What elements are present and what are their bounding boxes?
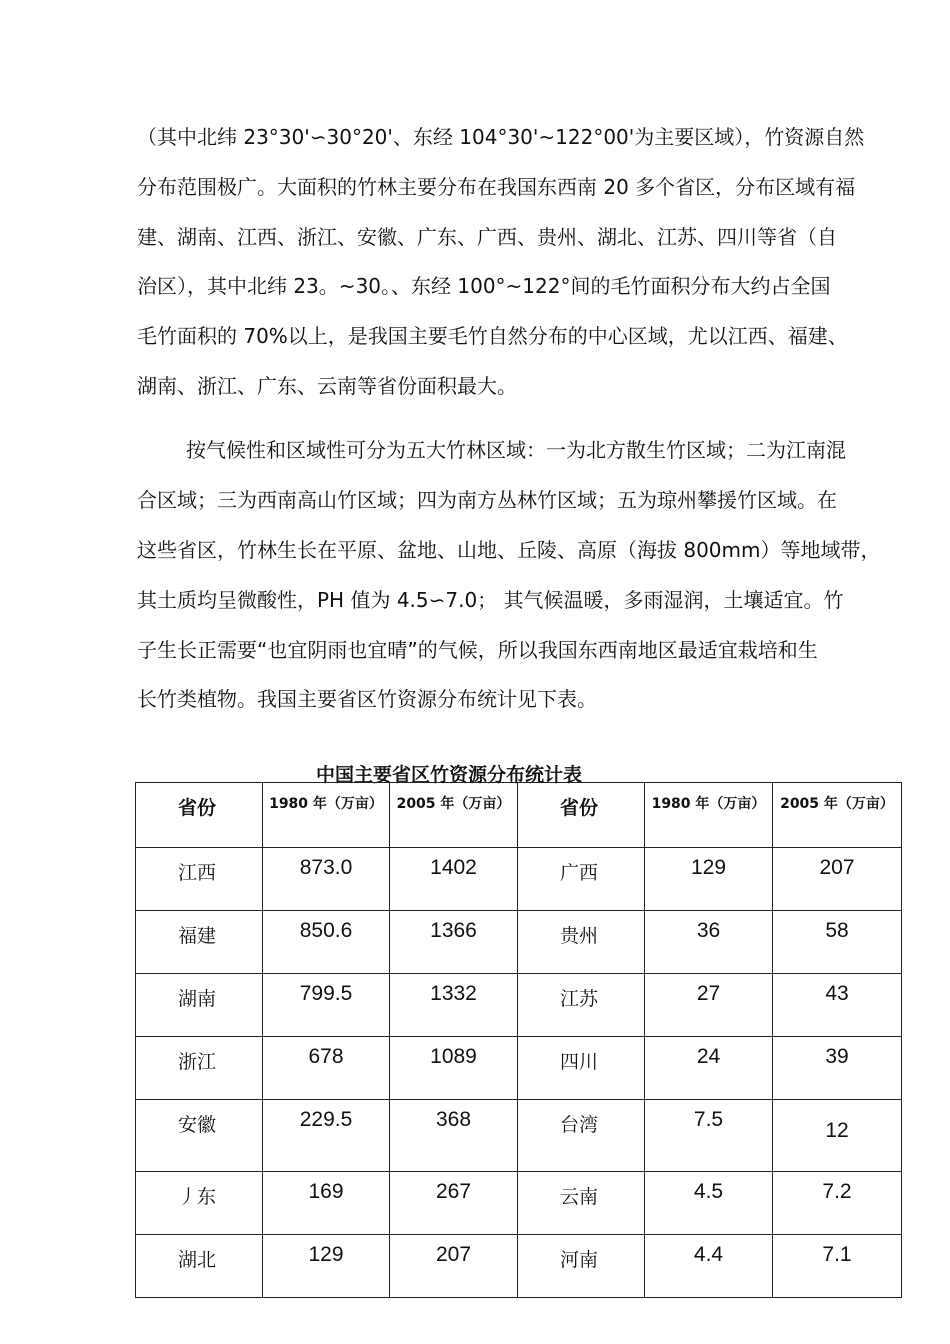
province-cell: 云南 (518, 1172, 645, 1235)
province-cell: 四川 (518, 1037, 645, 1100)
value-cell: 24 (645, 1037, 773, 1100)
province-cell: 贵州 (518, 911, 645, 974)
text-line: 湖南、浙江、广东、云南等省份面积最大。 (137, 374, 517, 398)
province-cell: 江苏 (518, 974, 645, 1037)
value-cell: 207 (390, 1235, 518, 1298)
province-cell: 河南 (518, 1235, 645, 1298)
province-cell: 安徽 (136, 1100, 263, 1172)
text-line: 其土质均呈微酸性，PH 值为 4.5∽7.0； 其气候温暖，多雨湿润，土壤适宜。竹 (137, 588, 844, 612)
bamboo-stats-table (135, 782, 902, 1298)
value-cell: 267 (390, 1172, 518, 1235)
text-line: 分布范围极广。大面积的竹林主要分布在我国东西南 20 多个省区，分布区域有福 (137, 175, 856, 199)
value-cell: 799.5 (263, 974, 390, 1037)
value-cell: 850.6 (263, 911, 390, 974)
header-1980: 1980 年（万亩） (263, 783, 390, 848)
province-cell: 福建 (136, 911, 263, 974)
table-row (136, 1037, 902, 1100)
table-row (136, 848, 902, 911)
value-cell: 39 (773, 1037, 902, 1100)
value-cell: 1402 (390, 848, 518, 911)
province-cell: 台湾 (518, 1100, 645, 1172)
province-cell: 江西 (136, 848, 263, 911)
text-line: 建、湖南、江西、浙江、安徽、广东、广西、贵州、湖北、江苏、四川等省（自 (137, 225, 837, 249)
text-line: 长竹类植物。我国主要省区竹资源分布统计见下表。 (137, 687, 597, 711)
header-1980: 1980 年（万亩） (645, 783, 773, 848)
value-cell: 1089 (390, 1037, 518, 1100)
value-cell: 43 (773, 974, 902, 1037)
value-cell: 1332 (390, 974, 518, 1037)
header-province: 省份 (136, 783, 263, 848)
text-line: （其中北纬 23°30'∽30°20'、东经 104°30'~122°00'为主要区域），竹资源自然 (137, 125, 865, 149)
value-cell: 27 (645, 974, 773, 1037)
value-cell: 1366 (390, 911, 518, 974)
value-cell: 4.5 (645, 1172, 773, 1235)
table-title: 中国主要省区竹资源分布统计表 (316, 764, 583, 786)
value-cell: 873.0 (263, 848, 390, 911)
value-cell: 368 (390, 1100, 518, 1172)
value-cell: 7.1 (773, 1235, 902, 1298)
text-line: 毛竹面积的 70%以上，是我国主要毛竹自然分布的中心区域，尤以江西、福建、 (137, 324, 848, 348)
text-line: 子生长正需要“也宜阴雨也宜晴”的气候，所以我国东西南地区最适宜栽培和生 (137, 638, 818, 662)
value-cell: 4.4 (645, 1235, 773, 1298)
value-cell: 7.2 (773, 1172, 902, 1235)
value-cell: 7.5 (645, 1100, 773, 1172)
text-line: 治区），其中北纬 23。~30。、东经 100°~122°间的毛竹面积分布大约占全国 (137, 274, 831, 298)
table-row (136, 1100, 902, 1172)
text-line: 合区域；三为西南高山竹区域；四为南方丛林竹区域；五为琼州攀援竹区域。在 (137, 488, 837, 512)
province-cell: 湖北 (136, 1235, 263, 1298)
table-row (136, 974, 902, 1037)
header-2005: 2005 年（万亩） (390, 783, 518, 848)
value-cell: 169 (263, 1172, 390, 1235)
text-line: 按气候性和区域性可分为五大竹林区域：一为北方散生竹区域；二为江南混 (186, 438, 846, 462)
value-cell: 129 (263, 1235, 390, 1298)
value-cell: 678 (263, 1037, 390, 1100)
province-cell: 湖南 (136, 974, 263, 1037)
table-header-row (136, 783, 902, 848)
table-row (136, 1235, 902, 1298)
header-province: 省份 (518, 783, 645, 848)
text-line: 这些省区，竹林生长在平原、盆地、山地、丘陵、高原（海拔 800mm）等地域带， (137, 538, 881, 562)
value-cell: 36 (645, 911, 773, 974)
value-cell: 229.5 (263, 1100, 390, 1172)
province-cell: 广西 (518, 848, 645, 911)
province-cell: 浙江 (136, 1037, 263, 1100)
value-cell: 129 (645, 848, 773, 911)
value-cell: 207 (773, 848, 902, 911)
table-row (136, 911, 902, 974)
value-cell: 58 (773, 911, 902, 974)
value-cell: 12 (773, 1100, 902, 1172)
header-2005: 2005 年（万亩） (773, 783, 902, 848)
table-row (136, 1172, 902, 1235)
province-cell: 丿东 (136, 1172, 263, 1235)
